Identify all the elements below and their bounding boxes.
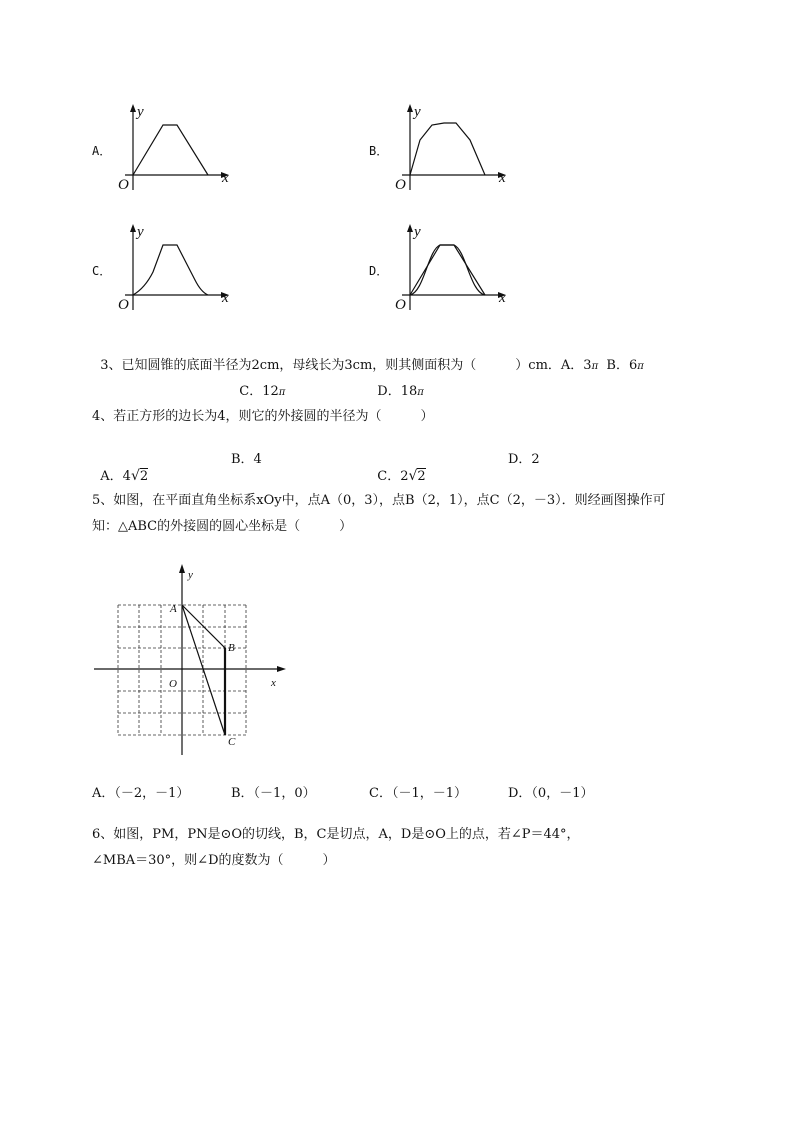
origin-label: O: [169, 678, 177, 690]
graph-option-b: [392, 100, 522, 195]
point-c-label: C: [228, 736, 236, 748]
q5-stem-line2: 知：△ABC的外接圆的圆心坐标是（ ）: [92, 519, 353, 534]
option-c-label: C．: [92, 264, 112, 278]
graph-option-c: [115, 220, 245, 315]
q3-stem: 3、已知圆锥的底面半径为2cm，母线长为3cm，则其侧面积为（ ）cm．A．3: [100, 358, 592, 373]
q5-coordinate-figure: [90, 560, 290, 760]
pi-symbol: π: [417, 387, 424, 398]
q5-option-a: A．（－2，－1）: [92, 786, 190, 801]
q5-option-d: D．（0，－1）: [508, 786, 594, 801]
option-b-label: B．: [369, 144, 389, 158]
q5-option-c: C．（－1，－1）: [369, 786, 467, 801]
y-axis-label: y: [137, 104, 144, 120]
y-axis-label: y: [188, 569, 193, 581]
x-axis-label: x: [271, 677, 276, 689]
q5-option-b: B．（－1，0）: [231, 786, 316, 801]
q4-option-c-prefix: C．2: [377, 469, 409, 484]
graph-option-a: [115, 100, 245, 195]
point-a-label: A: [170, 603, 177, 615]
q3-stem-line: [92, 342, 644, 375]
option-a-label: A．: [92, 144, 112, 158]
q3-option-d: D．18: [377, 384, 418, 399]
q4-option-d: D．2: [508, 452, 540, 467]
graph-option-d: [392, 220, 522, 315]
point-b-label: B: [228, 642, 235, 654]
origin-label: O: [118, 297, 129, 313]
origin-label: O: [395, 297, 406, 313]
q4-option-a-radicand: 2: [139, 469, 149, 484]
y-axis-label: y: [414, 104, 421, 120]
sqrt-symbol: √: [130, 468, 140, 484]
q6-stem-line2: ∠MBA＝30°，则∠D的度数为（ ）: [92, 853, 336, 868]
origin-label: O: [118, 177, 129, 193]
q3-option-c-line: [231, 368, 285, 401]
x-axis-label: x: [499, 290, 506, 306]
pi-symbol: π: [637, 361, 644, 372]
y-axis-label: y: [414, 224, 421, 240]
q4-option-a: [92, 452, 148, 485]
q4-option-a-prefix: A．4: [100, 469, 131, 484]
origin-label: O: [395, 177, 406, 193]
q6-stem-line1: 6、如图，PM，PN是⊙O的切线，B，C是切点，A，D是⊙O上的点，若∠P＝44°，: [92, 827, 580, 842]
q4-option-c: [369, 452, 426, 485]
sqrt-symbol: √: [408, 468, 418, 484]
option-d-label: D．: [369, 264, 389, 278]
x-axis-label: x: [499, 170, 506, 186]
q3-option-c: C．12: [239, 384, 279, 399]
q3-option-b: B．6: [598, 358, 638, 373]
q4-option-b: B．4: [231, 452, 262, 467]
q3-option-d-line: [369, 368, 424, 401]
x-axis-label: x: [222, 170, 229, 186]
q4-stem: 4、若正方形的边长为4，则它的外接圆的半径为（ ）: [92, 409, 434, 424]
pi-symbol: π: [278, 387, 286, 398]
q4-option-c-radicand: 2: [417, 469, 426, 484]
q5-stem-line1: 5、如图，在平面直角坐标系xOy中，点A（0，3），点B（2，1），点C（2，－3）．则经画图操作可: [92, 493, 666, 508]
y-axis-label: y: [137, 224, 144, 240]
pi-symbol: π: [591, 361, 599, 372]
x-axis-label: x: [222, 290, 229, 306]
